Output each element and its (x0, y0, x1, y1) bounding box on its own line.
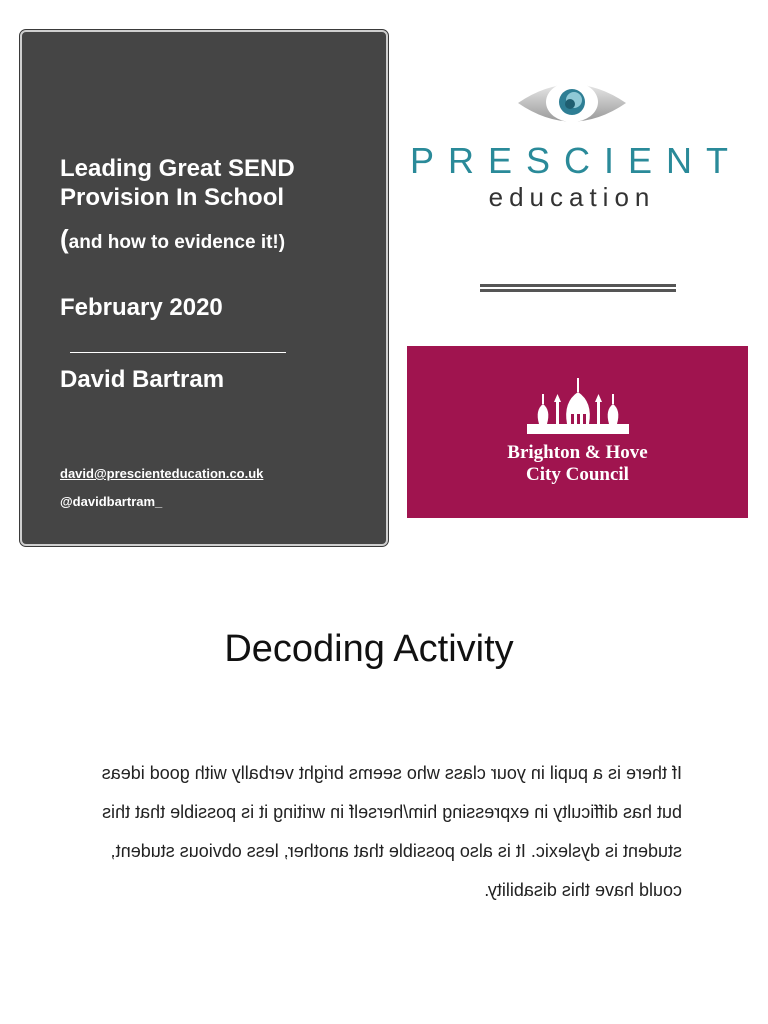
double-rule-divider (480, 284, 676, 292)
email-link[interactable]: david@prescienteducation.co.uk (60, 466, 264, 481)
mirrored-line: but has difficulty in expressing him/herself in writing it is possible that this (102, 802, 682, 822)
title-card (20, 30, 388, 546)
council-name-line1: Brighton & Hove (507, 442, 648, 463)
council-logo (407, 346, 748, 518)
logo-subtitle: education (488, 182, 656, 212)
mirrored-line: could have this disability. (484, 880, 682, 900)
mirrored-text-block (92, 754, 682, 910)
presentation-subtitle (60, 224, 285, 255)
author-name: David Bartram (60, 366, 225, 393)
mirrored-line: student is dyslexic. It is also possible that another, less obvious student, (110, 841, 682, 861)
section-heading: Decoding Activity (224, 628, 514, 670)
presentation-date: February 2020 (60, 294, 223, 321)
twitter-handle: @davidbartram_ (60, 494, 163, 509)
eye-icon (516, 78, 628, 128)
mirrored-line: If there is a pupil in your class who seems bright verbally with good ideas (101, 763, 682, 783)
pavilion-icon (523, 372, 633, 436)
subtitle-paren: ( (60, 224, 69, 254)
logo-wordmark: PRESCIENT (410, 140, 743, 181)
presentation-title: Leading Great SEND Provision In School (60, 155, 295, 211)
council-name-line2: City Council (526, 464, 629, 485)
card-divider (70, 352, 286, 353)
subtitle-text: and how to evidence it!) (68, 232, 286, 253)
